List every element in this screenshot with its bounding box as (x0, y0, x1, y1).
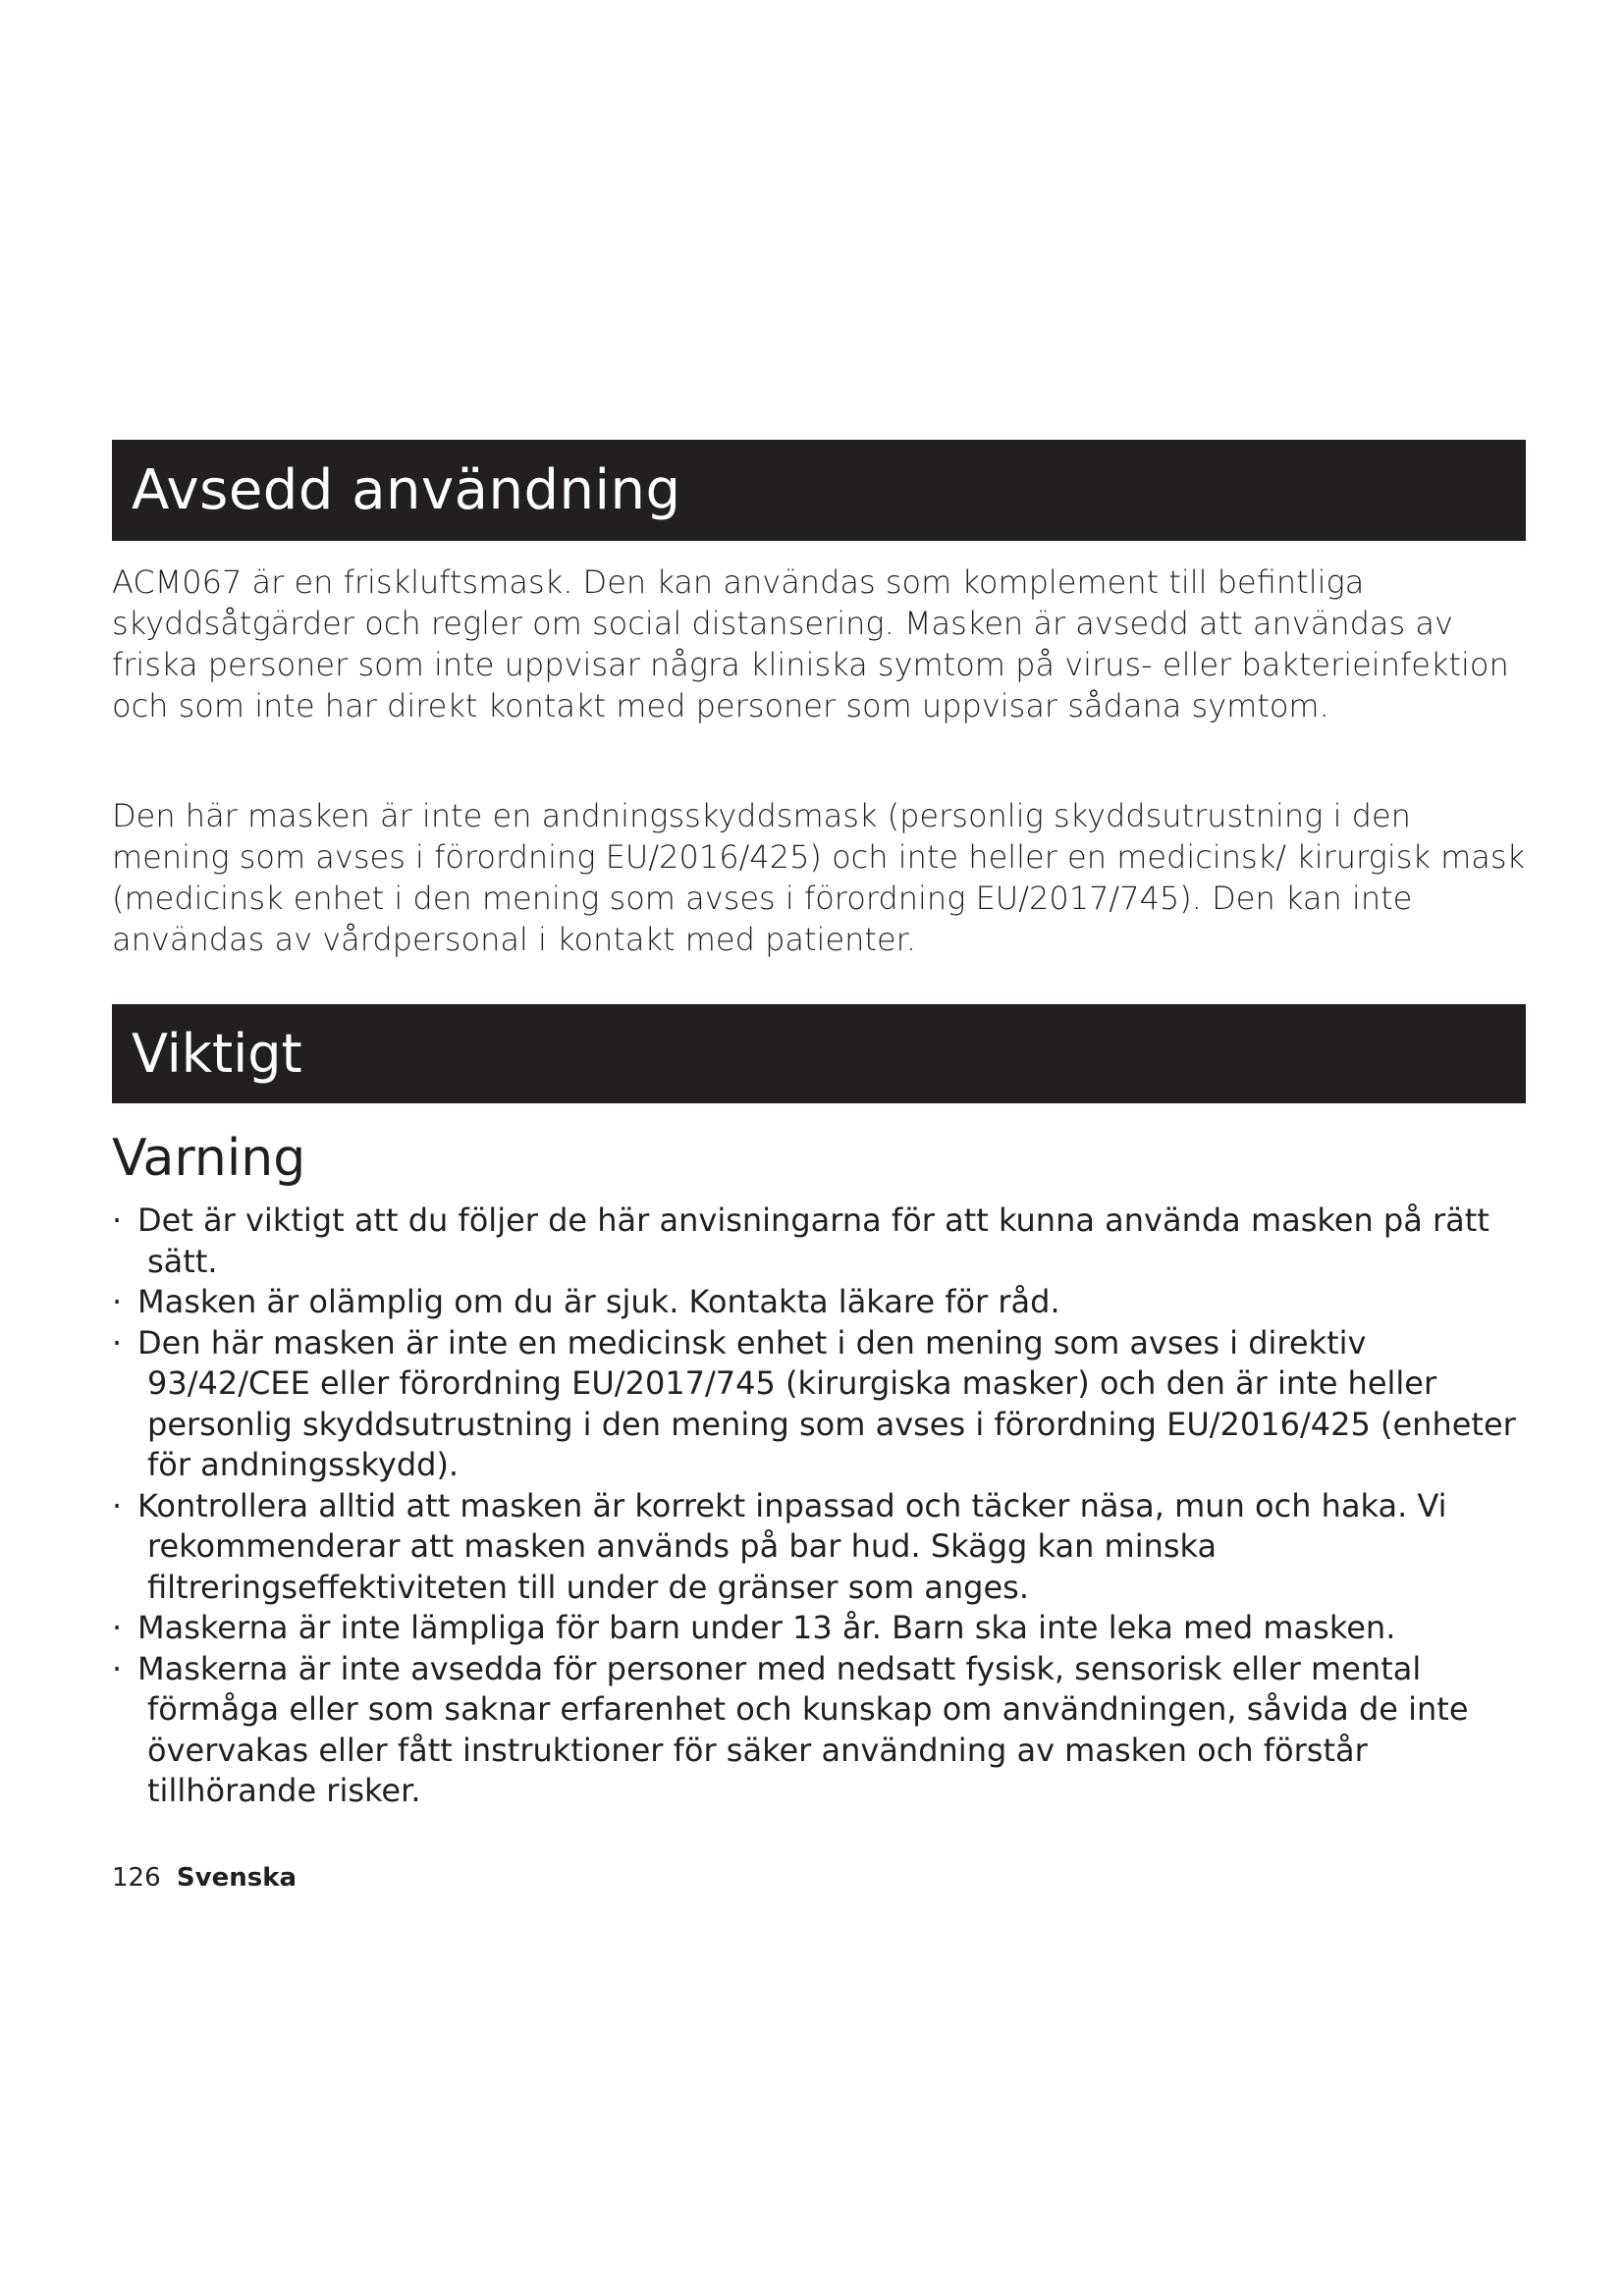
intended-use-paragraph-1: ACM067 är en friskluftsmask. Den kan användas som komplement till befintliga skyddsåtgärder och regler om social distansering. Masken är avsedd att användas av friska personer som inte uppvisar några kliniska symtom på virus- eller bakterieinfektion och som inte har direkt kontakt med personer som uppvisar sådana symtom. (112, 563, 1509, 724)
footer-language: Svenska (176, 1863, 298, 1893)
intended-use-paragraph-2: Den här masken är inte en andningsskyddsmask (personlig skyddsutrustning i den mening som avses i förordning EU/2016/425) och inte heller en medicinsk/ kirurgisk mask (medicinsk enhet i den mening som avses i förordning EU/2017/745). Den kan inte användas av vårdpersonal i kontakt med patienter. (112, 797, 1526, 958)
bullet-icon: · (112, 1609, 123, 1646)
page-footer (112, 1861, 297, 1895)
warning-list (112, 1201, 1536, 1812)
bullet-icon: · (112, 1323, 123, 1362)
list-item-text: Den här masken är inte en medicinsk enhet i den mening som avses i direktiv 93/42/CEE eller förordning EU/2017/745 (kirurgiska masker) och den är inte heller personlig skyddsutrustning i den mening som avses i förordning EU/2016/425 (enheter för andningsskydd). (137, 1323, 1516, 1483)
bullet-icon: · (112, 1486, 123, 1524)
list-item-text: Kontrollera alltid att masken är korrekt inpassad och täcker näsa, mun och haka. Vi rekommenderar att masken används på bar hud. Skägg kan minska filtreringseffektiviteten till under de gränser som anges. (137, 1486, 1447, 1606)
list-item (112, 1323, 1536, 1486)
list-item-text: Maskerna är inte avsedda för personer med nedsatt fysisk, sensorisk eller mental förmåga eller som saknar erfarenhet och kunskap om användningen, såvida de inte övervakas eller fått instruktioner för säker användning av masken och förstår tillhörande risker. (137, 1649, 1469, 1809)
list-item (112, 1282, 1536, 1323)
section-heading-important: Viktigt (112, 1004, 1526, 1103)
list-item (112, 1608, 1536, 1649)
list-item-text: Maskerna är inte lämpliga för barn under 13 år. Barn ska inte leka med masken. (137, 1609, 1396, 1646)
list-item (112, 1201, 1536, 1282)
list-item (112, 1486, 1536, 1609)
bullet-icon: · (112, 1283, 123, 1320)
bullet-icon: · (112, 1649, 123, 1687)
list-item-text: Det är viktigt att du följer de här anvisningarna för att kunna använda masken på rätt sätt. (137, 1201, 1489, 1280)
list-item (112, 1649, 1536, 1812)
warning-subheading: Varning (112, 1129, 306, 1188)
page-number: 126 (112, 1863, 161, 1893)
section-heading-intended-use: Avsedd användning (112, 440, 1526, 541)
list-item-text: Masken är olämplig om du är sjuk. Kontakta läkare för råd. (137, 1283, 1060, 1320)
bullet-icon: · (112, 1201, 123, 1239)
